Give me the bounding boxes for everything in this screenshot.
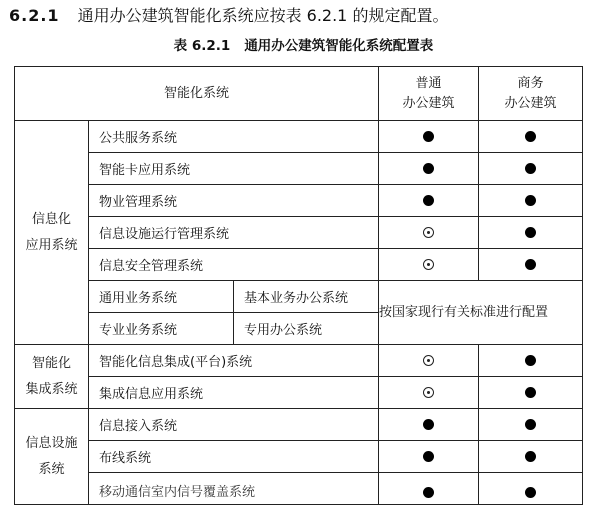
table-row [15, 441, 583, 473]
group-info-app [15, 121, 89, 345]
row-name: 信息接入系统 [89, 409, 379, 441]
business-special: 专业业务系统 [89, 313, 234, 345]
cell-business [479, 409, 583, 441]
row-name: 智能化信息集成(平台)系统 [89, 345, 379, 377]
filled-circle-icon [423, 419, 434, 430]
table-title: 通用办公建筑智能化系统配置表 [244, 38, 434, 54]
table-row [15, 281, 583, 313]
header-row [15, 67, 583, 121]
filled-circle-icon [525, 387, 536, 398]
row-name: 信息安全管理系统 [89, 249, 379, 281]
group-infrastructure [15, 409, 89, 505]
cell-general [379, 441, 479, 473]
filled-circle-icon [525, 259, 536, 270]
cell-business [479, 441, 583, 473]
cell-business [479, 249, 583, 281]
table-row [15, 409, 583, 441]
group-infrastructure-label: 信息设施 系统 [25, 435, 78, 477]
cell-general [379, 217, 479, 249]
cell-business [479, 185, 583, 217]
table-row [15, 217, 583, 249]
dotted-circle-icon [423, 227, 434, 238]
table-row [15, 377, 583, 409]
row-name: 物业管理系统 [89, 185, 379, 217]
filled-circle-icon [525, 355, 536, 366]
dotted-circle-icon [423, 259, 434, 270]
filled-circle-icon [525, 451, 536, 462]
table-row [15, 185, 583, 217]
filled-circle-icon [525, 131, 536, 142]
business-general: 通用业务系统 [89, 281, 234, 313]
config-table [14, 66, 583, 505]
cell-general [379, 473, 479, 505]
business-general-sub: 基本业务办公系统 [234, 281, 379, 313]
cell-business [479, 345, 583, 377]
filled-circle-icon [423, 131, 434, 142]
row-name: 智能卡应用系统 [89, 153, 379, 185]
header-general-office [379, 67, 479, 121]
row-name [89, 473, 379, 505]
dotted-circle-icon [423, 355, 434, 366]
table-row [15, 345, 583, 377]
filled-circle-icon [423, 451, 434, 462]
header-general-office-label: 普通 办公建筑 [402, 75, 455, 111]
filled-circle-icon [423, 163, 434, 174]
row-name: 信息设施运行管理系统 [89, 217, 379, 249]
cell-business [479, 217, 583, 249]
cell-general [379, 121, 479, 153]
row-name: 公共服务系统 [89, 121, 379, 153]
filled-circle-icon [423, 487, 434, 498]
business-special-sub: 专用办公系统 [234, 313, 379, 345]
header-business-office [479, 67, 583, 121]
business-note: 按国家现行有关标准进行配置 [379, 281, 583, 345]
group-integration-label: 智能化 集成系统 [25, 355, 78, 397]
header-system: 智能化系统 [15, 67, 379, 121]
group-info-app-label: 信息化 应用系统 [25, 211, 78, 253]
table-caption [0, 36, 607, 56]
table-row [15, 121, 583, 153]
clause-line [9, 3, 599, 29]
table-row [15, 473, 583, 505]
clause-text: 通用办公建筑智能化系统应按表 6.2.1 的规定配置。 [77, 6, 449, 25]
filled-circle-icon [525, 227, 536, 238]
cell-business [479, 121, 583, 153]
cell-general [379, 249, 479, 281]
cell-general [379, 409, 479, 441]
cell-business [479, 377, 583, 409]
table-row [15, 249, 583, 281]
clause-number: 6.2.1 [9, 6, 60, 25]
table-number: 表 6.2.1 [173, 38, 231, 54]
filled-circle-icon [423, 195, 434, 206]
filled-circle-icon [525, 487, 536, 498]
cell-general [379, 377, 479, 409]
cell-general [379, 345, 479, 377]
row-name: 布线系统 [89, 441, 379, 473]
cell-general [379, 153, 479, 185]
header-business-office-label: 商务 办公建筑 [504, 75, 557, 111]
cell-general [379, 185, 479, 217]
cell-business [479, 153, 583, 185]
cell-business [479, 473, 583, 505]
row-name: 集成信息应用系统 [89, 377, 379, 409]
filled-circle-icon [525, 163, 536, 174]
group-integration [15, 345, 89, 409]
filled-circle-icon [525, 195, 536, 206]
table-row [15, 153, 583, 185]
dotted-circle-icon [423, 387, 434, 398]
filled-circle-icon [525, 419, 536, 430]
row-name-text: 移动通信室内信号覆盖系统 [99, 485, 256, 500]
